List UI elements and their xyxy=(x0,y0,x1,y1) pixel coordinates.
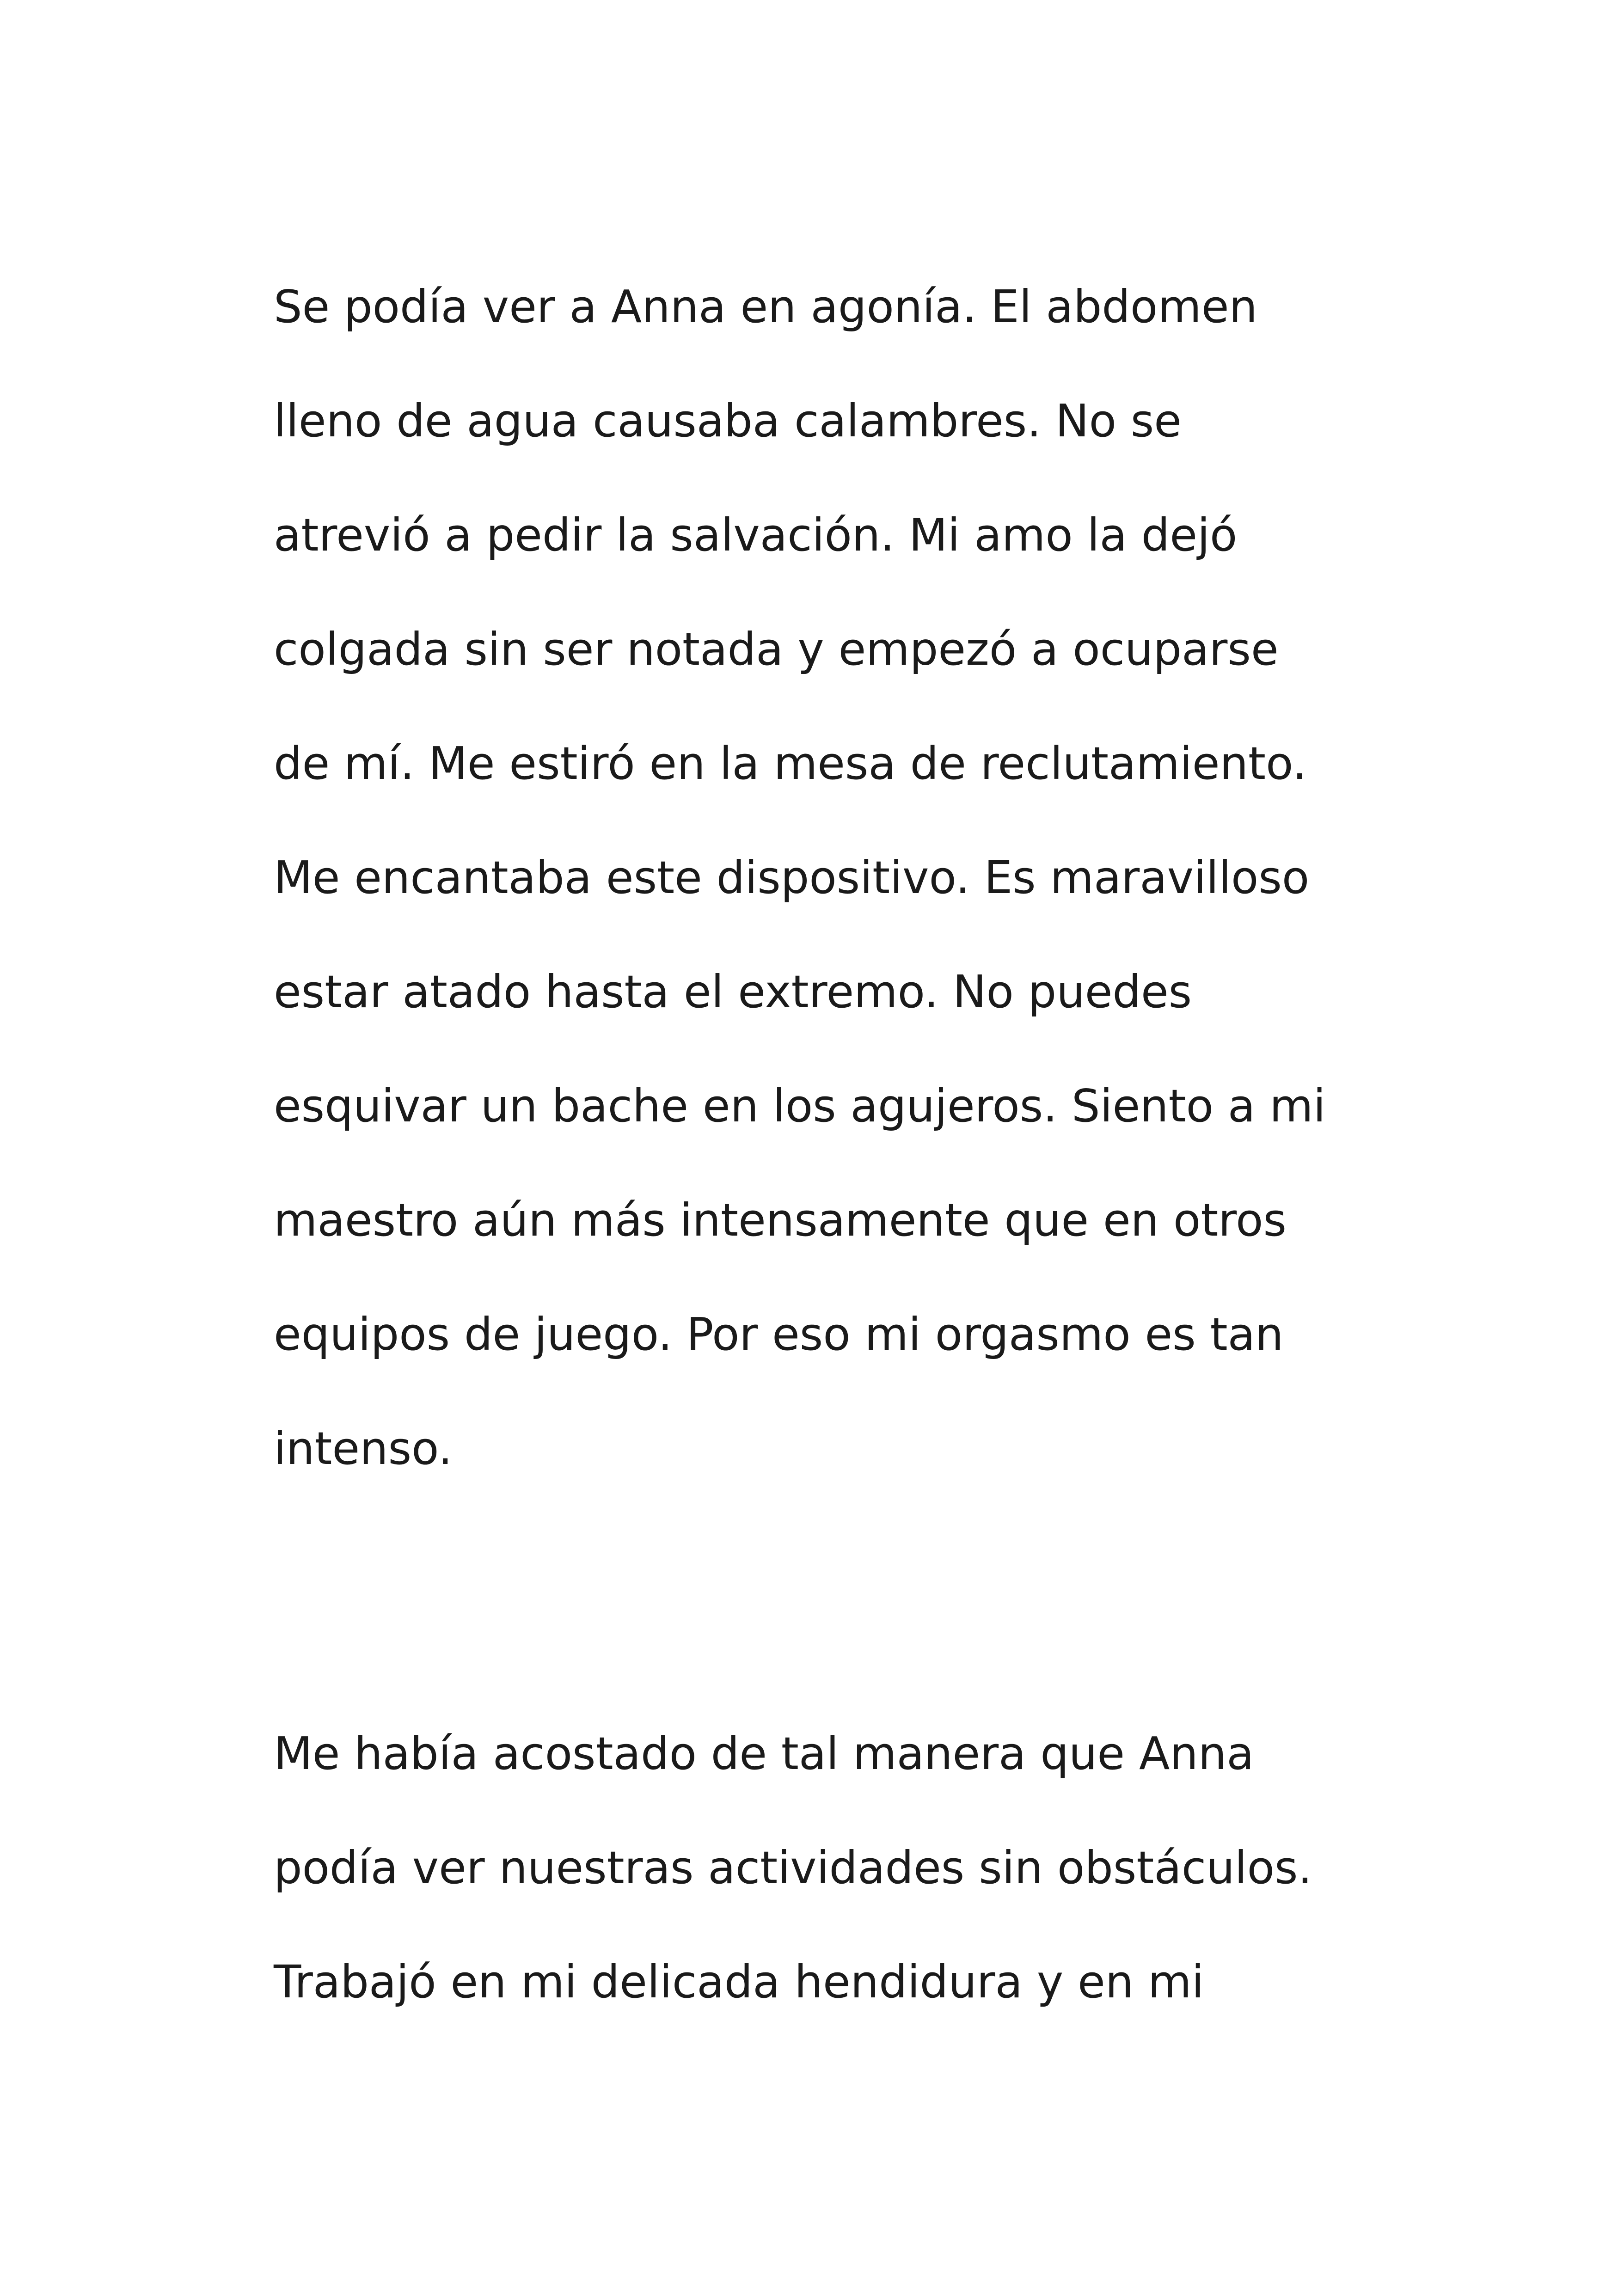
paragraph-line: intenso. xyxy=(274,1422,453,1475)
paragraph-line: Se podía ver a Anna en agonía. El abdomen xyxy=(274,281,1257,333)
paragraph-line: Me encantaba este dispositivo. Es maravilloso xyxy=(274,851,1310,904)
paragraph-line: colgada sin ser notada y empezó a ocuparse xyxy=(274,623,1279,675)
paragraph-2 xyxy=(274,1696,1392,2039)
paragraph-line: maestro aún más intensamente que en otros xyxy=(274,1194,1287,1246)
paragraph-line: estar atado hasta el extremo. No puedes xyxy=(274,966,1192,1018)
paragraph-1 xyxy=(274,250,1392,1506)
paragraph-line: atrevió a pedir la salvación. Mi amo la dejó xyxy=(274,509,1238,561)
paragraph-line: lleno de agua causaba calambres. No se xyxy=(274,395,1182,447)
paragraph-line: Me había acostado de tal manera que Anna xyxy=(274,1727,1254,1780)
paragraph-line: de mí. Me estiró en la mesa de reclutamiento. xyxy=(274,737,1307,790)
paragraph-line: podía ver nuestras actividades sin obstáculos. xyxy=(274,1842,1312,1894)
paragraph-line: esquivar un bache en los agujeros. Siento a mi xyxy=(274,1080,1326,1132)
paragraph-line: equipos de juego. Por eso mi orgasmo es tan xyxy=(274,1308,1284,1360)
paragraph-line: Trabajó en mi delicada hendidura y en mi xyxy=(274,1956,1204,2008)
